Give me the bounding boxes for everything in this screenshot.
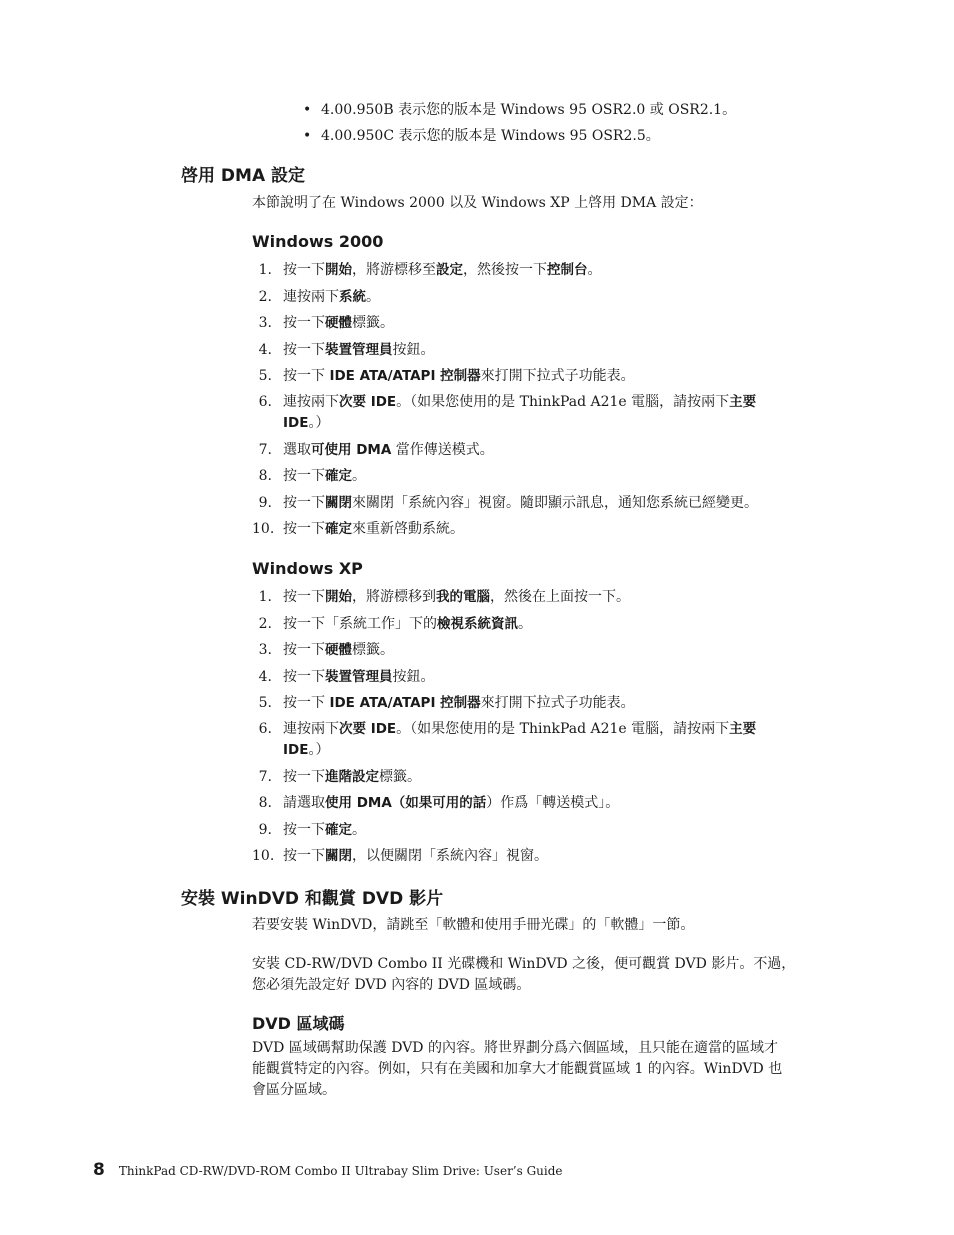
list-item	[252, 516, 842, 543]
list-item	[252, 611, 842, 638]
step-text: 連按兩下系統。	[283, 288, 380, 305]
list-item	[252, 337, 842, 364]
step-text: 按一下關閉，以便關閉「系統內容」視窗。	[283, 848, 548, 864]
windows-2000-heading: Windows 2000	[252, 232, 384, 251]
bold-term: IDE	[283, 414, 309, 431]
list-item	[252, 664, 842, 691]
bold-term: 關閉	[325, 494, 352, 511]
bold-term: 確定	[325, 468, 352, 484]
step-text: 按一下確定來重新啓動系統。	[283, 521, 464, 537]
bold-term: 確定	[325, 821, 352, 838]
step-text: 連按兩下次要 IDE。（如果您使用的是 ThinkPad A21e 電腦，請按兩下主要	[283, 393, 757, 410]
bold-term: IDE ATA/ATAPI 控制器	[329, 368, 481, 384]
step-text: 按一下開始，將游標移至設定，然後按一下控制台。	[283, 262, 602, 278]
list-item	[252, 284, 842, 311]
windvd-usage-paragraph: 安裝 CD-RW/DVD Combo II 光碟機和 WinDVD 之後，便可觀賞 DVD 影片。不過， 您必須先設定好 DVD 內容的 DVD 區域碼。	[252, 956, 796, 993]
step-text: 按一下確定。	[283, 821, 366, 838]
bold-term: 可使用 DMA	[311, 441, 392, 458]
step-number: 9.	[258, 494, 272, 511]
bold-term: 系統	[339, 288, 366, 305]
step-number: 8.	[258, 468, 272, 484]
list-item	[252, 437, 842, 464]
dma-section-heading: 啓用 DMA 設定	[181, 166, 306, 186]
windows-xp-heading: Windows XP	[252, 559, 363, 578]
step-number: 7.	[258, 768, 272, 785]
step-number: 4.	[258, 341, 272, 358]
step-number: 1.	[258, 589, 272, 605]
list-item	[252, 390, 842, 437]
step-text-continued: IDE。）	[283, 741, 330, 758]
list-item	[252, 490, 842, 517]
step-text: 連按兩下次要 IDE。（如果您使用的是 ThinkPad A21e 電腦，請按兩下主要	[283, 720, 757, 737]
list-item	[252, 463, 842, 490]
bold-term: 檢視系統資訊	[437, 615, 518, 632]
bold-term: 開始	[325, 589, 352, 605]
bold-term: 裝置管理員	[325, 341, 393, 358]
step-text: 按一下開始，將游標移到我的電腦，然後在上面按一下。	[283, 589, 630, 605]
step-number: 1.	[258, 262, 272, 278]
list-item	[252, 310, 842, 337]
bold-term: IDE	[283, 741, 309, 758]
step-text: 按一下 IDE ATA/ATAPI 控制器來打開下拉式子功能表。	[283, 368, 635, 384]
bold-term: 主要	[729, 720, 757, 737]
bold-term: 控制台	[547, 262, 588, 278]
list-item	[252, 257, 842, 284]
step-number: 10.	[252, 848, 275, 864]
step-number: 6.	[258, 393, 272, 410]
list-item: • 4.00.950B 表示您的版本是 Windows 95 OSR2.0 或 OSR2.1。	[303, 102, 737, 118]
footer-title: ThinkPad CD-RW/DVD-ROM Combo II Ultrabay Slim Drive: User’s Guide	[118, 1164, 563, 1178]
step-number: 3.	[258, 315, 272, 331]
step-number: 6.	[258, 720, 272, 737]
list-item	[252, 363, 842, 390]
list-item	[252, 790, 842, 817]
version-bullet-list	[303, 97, 863, 149]
bold-term: 次要 IDE	[339, 720, 397, 737]
dma-intro-paragraph: 本節說明了在 Windows 2000 以及 Windows XP 上啓用 DMA 設定：	[252, 195, 703, 211]
windows-xp-steps	[252, 584, 842, 870]
step-text: 選取可使用 DMA 當作傳送模式。	[283, 441, 494, 458]
step-text: 按一下硬體標籤。	[283, 642, 394, 658]
step-text: 按一下「系統工作」下的檢視系統資訊。	[283, 615, 532, 632]
step-number: 10.	[252, 521, 275, 537]
step-text: 按一下硬體標籤。	[283, 315, 394, 331]
step-number: 5.	[258, 695, 272, 711]
step-text: 按一下進階設定標籤。	[283, 768, 421, 785]
step-text: 請選取使用 DMA（如果可用的話）作爲「轉送模式」。	[283, 795, 620, 811]
step-number: 3.	[258, 642, 272, 658]
step-text: 按一下 IDE ATA/ATAPI 控制器來打開下拉式子功能表。	[283, 695, 635, 711]
step-text-continued: IDE。）	[283, 414, 330, 431]
bold-term: 關閉	[325, 848, 352, 864]
list-item	[252, 717, 842, 764]
step-number: 8.	[258, 795, 272, 811]
list-item	[252, 584, 842, 611]
page-footer	[93, 1160, 563, 1180]
bold-term: 次要 IDE	[339, 393, 397, 410]
bold-term: 確定	[325, 521, 352, 537]
bold-term: 裝置管理員	[325, 668, 393, 685]
bold-term: 硬體	[325, 642, 352, 658]
list-item	[252, 637, 842, 664]
region-code-paragraph: DVD 區域碼幫助保護 DVD 的內容。將世界劃分爲六個區域，且只能在適當的區域才 能觀賞特定的內容。例如，只有在美國和加拿大才能觀賞區域 1 的內容。WinDVD 也 會區分區域。	[252, 1040, 783, 1098]
bold-term: 我的電腦	[436, 589, 490, 605]
step-text: 按一下關閉來關閉「系統內容」視窗。隨即顯示訊息，通知您系統已經變更。	[283, 494, 758, 511]
bold-term: 設定	[436, 262, 463, 278]
windvd-section-heading: 安裝 WinDVD 和觀賞 DVD 影片	[181, 889, 444, 909]
list-item: • 4.00.950C 表示您的版本是 Windows 95 OSR2.5。	[303, 128, 660, 144]
step-text: 按一下裝置管理員按鈕。	[283, 668, 435, 685]
page-number: 8	[93, 1160, 105, 1180]
step-number: 4.	[258, 668, 272, 685]
bold-term: 主要	[729, 393, 757, 410]
list-item	[252, 817, 842, 844]
step-number: 2.	[258, 615, 272, 632]
list-item	[252, 690, 842, 717]
step-number: 9.	[258, 821, 272, 838]
bold-term: 硬體	[325, 315, 352, 331]
step-text: 按一下確定。	[283, 468, 366, 484]
bold-term: IDE ATA/ATAPI 控制器	[329, 695, 481, 711]
region-code-heading: DVD 區域碼	[252, 1014, 345, 1033]
bold-term: 進階設定	[325, 768, 379, 785]
list-item	[252, 764, 842, 791]
bold-term: 開始	[325, 262, 352, 278]
step-text: 按一下裝置管理員按鈕。	[283, 341, 435, 358]
windows-2000-steps	[252, 257, 842, 543]
step-number: 5.	[258, 368, 272, 384]
list-item	[252, 843, 842, 870]
windvd-install-paragraph: 若要安裝 WinDVD，請跳至「軟體和使用手冊光碟」的「軟體」一節。	[252, 917, 695, 933]
step-number: 7.	[258, 441, 272, 458]
bold-term: 使用 DMA（如果可用的話	[325, 795, 487, 811]
step-number: 2.	[258, 288, 272, 305]
